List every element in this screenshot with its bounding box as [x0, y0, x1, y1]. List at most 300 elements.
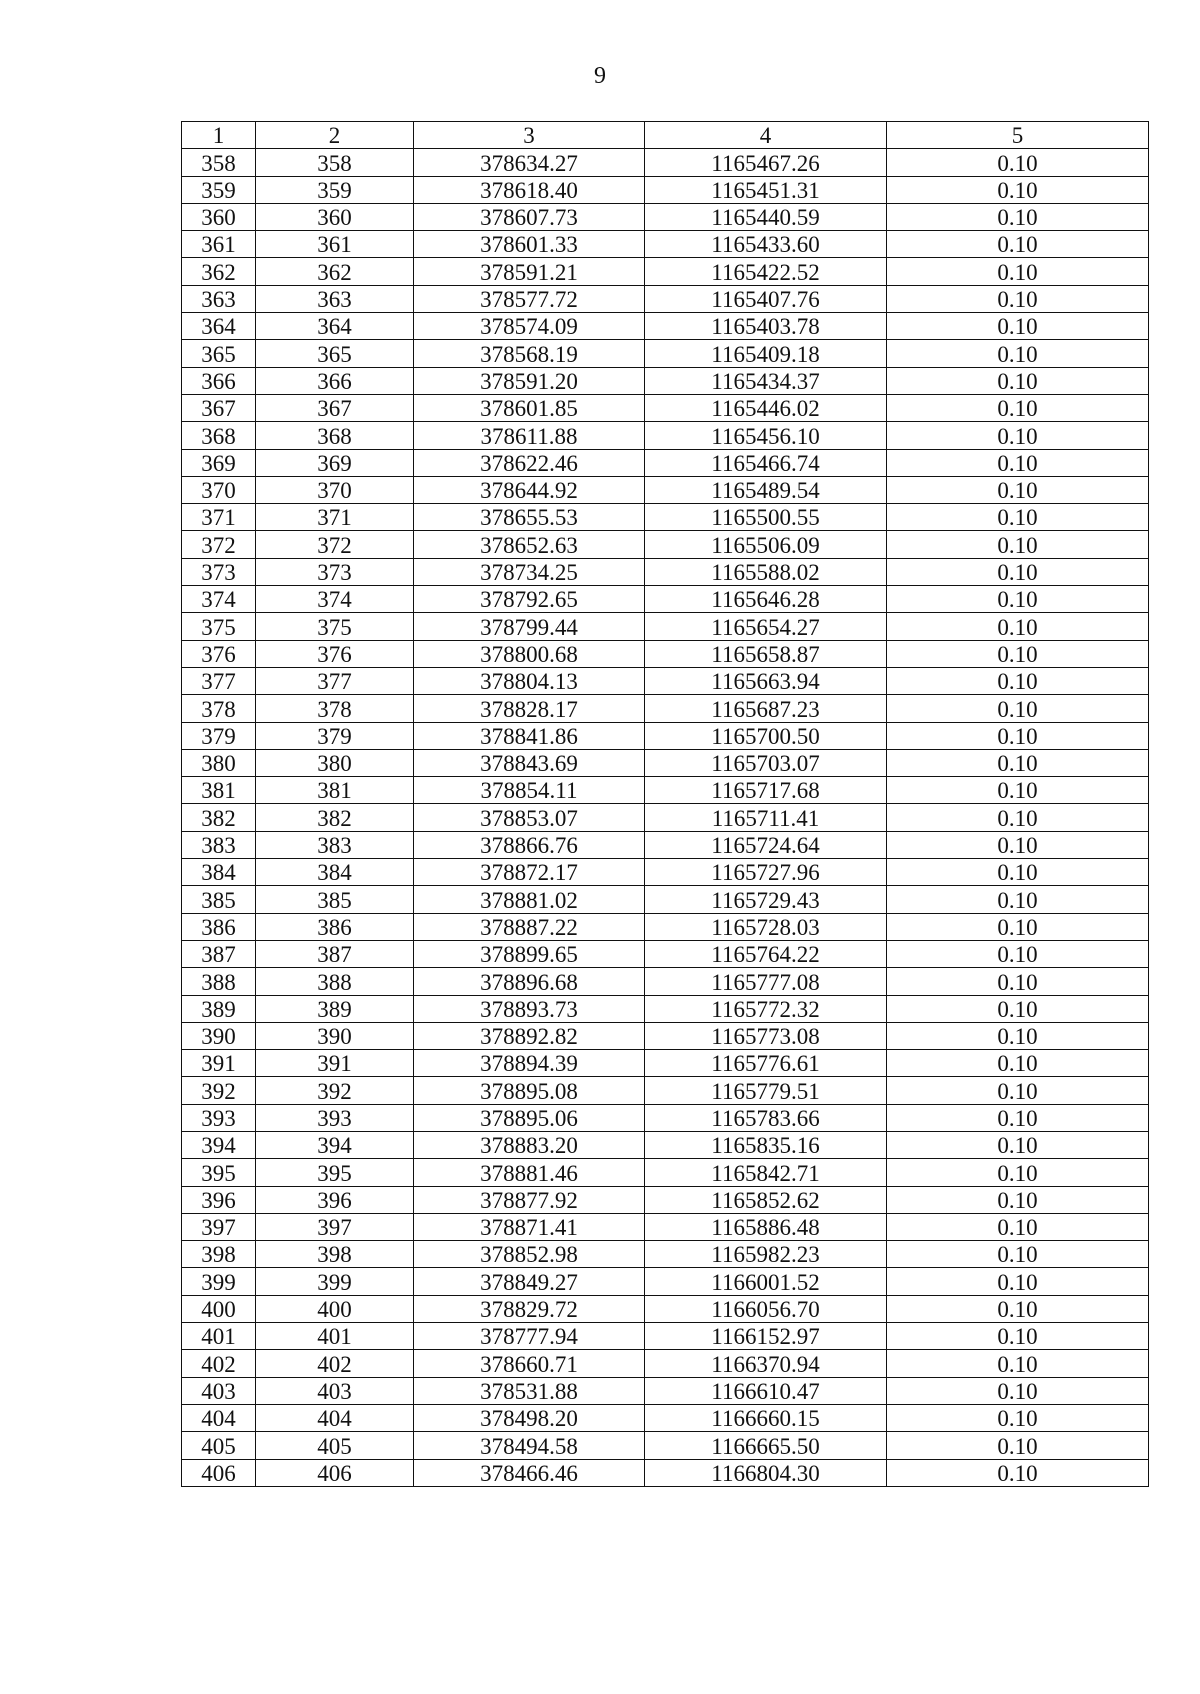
table-cell-col5: 0.10 [887, 1186, 1149, 1213]
table-cell-col5: 0.10 [887, 1213, 1149, 1240]
table-cell-col3: 378854.11 [414, 777, 645, 804]
table-cell-col5: 0.10 [887, 531, 1149, 558]
table-cell-col1: 391 [182, 1050, 256, 1077]
table-cell-col1: 385 [182, 886, 256, 913]
table-cell-col1: 393 [182, 1104, 256, 1131]
table-cell-col1: 389 [182, 995, 256, 1022]
table-row [182, 613, 1149, 640]
table-cell-col3: 378611.88 [414, 422, 645, 449]
table-cell-col5: 0.10 [887, 722, 1149, 749]
table-cell-col3: 378872.17 [414, 859, 645, 886]
table-cell-col2: 406 [256, 1459, 414, 1486]
table-row [182, 995, 1149, 1022]
table-cell-col5: 0.10 [887, 1268, 1149, 1295]
table-cell-col1: 402 [182, 1350, 256, 1377]
table-cell-col1: 364 [182, 313, 256, 340]
table-row [182, 422, 1149, 449]
column-header-5: 5 [887, 122, 1149, 149]
page-number: 9 [594, 63, 606, 89]
table-cell-col5: 0.10 [887, 176, 1149, 203]
table-cell-col2: 366 [256, 367, 414, 394]
table-cell-col3: 378881.02 [414, 886, 645, 913]
table-cell-col3: 378804.13 [414, 667, 645, 694]
table-cell-col4: 1166370.94 [645, 1350, 887, 1377]
table-cell-col4: 1165434.37 [645, 367, 887, 394]
table-cell-col5: 0.10 [887, 586, 1149, 613]
table-row [182, 586, 1149, 613]
table-cell-col4: 1165886.48 [645, 1213, 887, 1240]
table-cell-col4: 1165852.62 [645, 1186, 887, 1213]
table-cell-col4: 1165407.76 [645, 285, 887, 312]
table-cell-col2: 386 [256, 913, 414, 940]
table-cell-col2: 359 [256, 176, 414, 203]
table-cell-col5: 0.10 [887, 804, 1149, 831]
table-cell-col4: 1165658.87 [645, 640, 887, 667]
table-row [182, 722, 1149, 749]
table-cell-col4: 1165764.22 [645, 940, 887, 967]
table-cell-col3: 378622.46 [414, 449, 645, 476]
table-cell-col4: 1166660.15 [645, 1404, 887, 1431]
table-cell-col4: 1165433.60 [645, 231, 887, 258]
table-row [182, 831, 1149, 858]
table-cell-col4: 1165835.16 [645, 1131, 887, 1158]
table-cell-col3: 378866.76 [414, 831, 645, 858]
table-cell-col1: 394 [182, 1131, 256, 1158]
table-cell-col1: 405 [182, 1432, 256, 1459]
table-cell-col1: 400 [182, 1295, 256, 1322]
table-cell-col5: 0.10 [887, 1295, 1149, 1322]
table-cell-col2: 403 [256, 1377, 414, 1404]
table-cell-col5: 0.10 [887, 640, 1149, 667]
table-cell-col5: 0.10 [887, 695, 1149, 722]
table-cell-col1: 359 [182, 176, 256, 203]
table-row [182, 203, 1149, 230]
table-cell-col3: 378887.22 [414, 913, 645, 940]
table-cell-col5: 0.10 [887, 968, 1149, 995]
table-row [182, 285, 1149, 312]
table-cell-col3: 378799.44 [414, 613, 645, 640]
table-cell-col5: 0.10 [887, 285, 1149, 312]
table-cell-col3: 378577.72 [414, 285, 645, 312]
table-cell-col4: 1165776.61 [645, 1050, 887, 1077]
table-cell-col2: 405 [256, 1432, 414, 1459]
table-row [182, 1050, 1149, 1077]
table-cell-col4: 1165779.51 [645, 1077, 887, 1104]
table-cell-col1: 363 [182, 285, 256, 312]
table-cell-col3: 378655.53 [414, 504, 645, 531]
table-cell-col5: 0.10 [887, 367, 1149, 394]
table-cell-col4: 1165446.02 [645, 394, 887, 421]
table-cell-col2: 400 [256, 1295, 414, 1322]
table-cell-col3: 378601.85 [414, 394, 645, 421]
table-cell-col3: 378607.73 [414, 203, 645, 230]
table-cell-col5: 0.10 [887, 667, 1149, 694]
table-cell-col5: 0.10 [887, 203, 1149, 230]
table-cell-col5: 0.10 [887, 859, 1149, 886]
table-cell-col4: 1165687.23 [645, 695, 887, 722]
table-cell-col1: 358 [182, 149, 256, 176]
table-cell-col2: 360 [256, 203, 414, 230]
table-cell-col2: 362 [256, 258, 414, 285]
table-cell-col3: 378895.08 [414, 1077, 645, 1104]
table-cell-col3: 378893.73 [414, 995, 645, 1022]
table-cell-col5: 0.10 [887, 613, 1149, 640]
column-header-2: 2 [256, 122, 414, 149]
table-cell-col4: 1165422.52 [645, 258, 887, 285]
table-cell-col1: 382 [182, 804, 256, 831]
table-body [182, 149, 1149, 1487]
table-row [182, 340, 1149, 367]
table-cell-col4: 1165646.28 [645, 586, 887, 613]
table-cell-col2: 369 [256, 449, 414, 476]
table-cell-col5: 0.10 [887, 558, 1149, 585]
table-cell-col3: 378494.58 [414, 1432, 645, 1459]
table-cell-col1: 365 [182, 340, 256, 367]
table-row [182, 1077, 1149, 1104]
table-cell-col2: 393 [256, 1104, 414, 1131]
table-cell-col3: 378800.68 [414, 640, 645, 667]
table-cell-col3: 378883.20 [414, 1131, 645, 1158]
table-cell-col1: 397 [182, 1213, 256, 1240]
table-cell-col5: 0.10 [887, 340, 1149, 367]
table-cell-col5: 0.10 [887, 313, 1149, 340]
table-row [182, 804, 1149, 831]
table-cell-col3: 378574.09 [414, 313, 645, 340]
table-cell-col2: 370 [256, 476, 414, 503]
table-cell-col1: 383 [182, 831, 256, 858]
table-cell-col3: 378853.07 [414, 804, 645, 831]
table-cell-col1: 367 [182, 394, 256, 421]
table-cell-col4: 1165489.54 [645, 476, 887, 503]
table-row [182, 476, 1149, 503]
table-row [182, 1022, 1149, 1049]
table-row [182, 1241, 1149, 1268]
column-header-4: 4 [645, 122, 887, 149]
column-header-3: 3 [414, 122, 645, 149]
table-cell-col5: 0.10 [887, 1350, 1149, 1377]
table-cell-col2: 367 [256, 394, 414, 421]
table-cell-col4: 1165783.66 [645, 1104, 887, 1131]
table-cell-col1: 361 [182, 231, 256, 258]
table-cell-col2: 389 [256, 995, 414, 1022]
table-row [182, 1404, 1149, 1431]
table-cell-col2: 373 [256, 558, 414, 585]
table-row [182, 531, 1149, 558]
table-cell-col3: 378829.72 [414, 1295, 645, 1322]
table-cell-col3: 378652.63 [414, 531, 645, 558]
table-cell-col2: 361 [256, 231, 414, 258]
table-cell-col4: 1165772.32 [645, 995, 887, 1022]
table-cell-col3: 378895.06 [414, 1104, 645, 1131]
table-cell-col1: 406 [182, 1459, 256, 1486]
table-cell-col2: 387 [256, 940, 414, 967]
table-cell-col1: 401 [182, 1323, 256, 1350]
table-cell-col2: 378 [256, 695, 414, 722]
table-cell-col5: 0.10 [887, 995, 1149, 1022]
table-row [182, 367, 1149, 394]
table-cell-col1: 387 [182, 940, 256, 967]
table-cell-col5: 0.10 [887, 476, 1149, 503]
table-cell-col2: 380 [256, 749, 414, 776]
table-cell-col3: 378852.98 [414, 1241, 645, 1268]
table-cell-col1: 381 [182, 777, 256, 804]
table-cell-col5: 0.10 [887, 913, 1149, 940]
table-cell-col3: 378618.40 [414, 176, 645, 203]
table-cell-col3: 378591.21 [414, 258, 645, 285]
table-cell-col3: 378843.69 [414, 749, 645, 776]
table-cell-col5: 0.10 [887, 1131, 1149, 1158]
table-cell-col4: 1165403.78 [645, 313, 887, 340]
table-cell-col2: 381 [256, 777, 414, 804]
table-cell-col5: 0.10 [887, 777, 1149, 804]
table-cell-col1: 396 [182, 1186, 256, 1213]
table-row [182, 640, 1149, 667]
table-cell-col2: 398 [256, 1241, 414, 1268]
table-cell-col1: 368 [182, 422, 256, 449]
table-cell-col3: 378881.46 [414, 1159, 645, 1186]
table-cell-col4: 1165703.07 [645, 749, 887, 776]
table-cell-col5: 0.10 [887, 258, 1149, 285]
table-cell-col2: 365 [256, 340, 414, 367]
table-cell-col3: 378634.27 [414, 149, 645, 176]
table-cell-col5: 0.10 [887, 1077, 1149, 1104]
table-cell-col5: 0.10 [887, 749, 1149, 776]
table-cell-col2: 374 [256, 586, 414, 613]
table-cell-col2: 388 [256, 968, 414, 995]
table-cell-col2: 401 [256, 1323, 414, 1350]
table-row [182, 176, 1149, 203]
table-cell-col3: 378466.46 [414, 1459, 645, 1486]
table-cell-col2: 372 [256, 531, 414, 558]
table-cell-col1: 395 [182, 1159, 256, 1186]
table-cell-col1: 375 [182, 613, 256, 640]
table-cell-col4: 1165727.96 [645, 859, 887, 886]
table-cell-col2: 394 [256, 1131, 414, 1158]
table-cell-col2: 376 [256, 640, 414, 667]
table-cell-col5: 0.10 [887, 1050, 1149, 1077]
table-row [182, 1268, 1149, 1295]
table-cell-col2: 402 [256, 1350, 414, 1377]
table-cell-col2: 384 [256, 859, 414, 886]
table-cell-col3: 378644.92 [414, 476, 645, 503]
table-row [182, 1213, 1149, 1240]
table-cell-col4: 1165777.08 [645, 968, 887, 995]
table-row [182, 449, 1149, 476]
table-row [182, 558, 1149, 585]
table-cell-col2: 399 [256, 1268, 414, 1295]
table-cell-col5: 0.10 [887, 1104, 1149, 1131]
table-cell-col4: 1165663.94 [645, 667, 887, 694]
table-cell-col2: 363 [256, 285, 414, 312]
table-cell-col1: 398 [182, 1241, 256, 1268]
table-cell-col2: 358 [256, 149, 414, 176]
table-cell-col5: 0.10 [887, 940, 1149, 967]
table-cell-col4: 1165409.18 [645, 340, 887, 367]
table-cell-col1: 386 [182, 913, 256, 940]
table-row [182, 504, 1149, 531]
table-cell-col1: 373 [182, 558, 256, 585]
table-row [182, 695, 1149, 722]
table-cell-col3: 378660.71 [414, 1350, 645, 1377]
table-row [182, 258, 1149, 285]
table-cell-col5: 0.10 [887, 449, 1149, 476]
table-cell-col3: 378531.88 [414, 1377, 645, 1404]
table-cell-col1: 372 [182, 531, 256, 558]
table-row [182, 1350, 1149, 1377]
table-cell-col3: 378877.92 [414, 1186, 645, 1213]
table-cell-col2: 379 [256, 722, 414, 749]
table-cell-col1: 379 [182, 722, 256, 749]
table-cell-col1: 366 [182, 367, 256, 394]
table-cell-col5: 0.10 [887, 1432, 1149, 1459]
table-cell-col4: 1165440.59 [645, 203, 887, 230]
table-row [182, 1432, 1149, 1459]
table-cell-col2: 364 [256, 313, 414, 340]
table-cell-col1: 371 [182, 504, 256, 531]
table-cell-col5: 0.10 [887, 394, 1149, 421]
table-cell-col2: 395 [256, 1159, 414, 1186]
table-cell-col4: 1165588.02 [645, 558, 887, 585]
table-cell-col4: 1166056.70 [645, 1295, 887, 1322]
table-cell-col5: 0.10 [887, 149, 1149, 176]
table-cell-col4: 1165456.10 [645, 422, 887, 449]
table-cell-col2: 383 [256, 831, 414, 858]
table-cell-col2: 371 [256, 504, 414, 531]
table-cell-col5: 0.10 [887, 1241, 1149, 1268]
table-cell-col3: 378734.25 [414, 558, 645, 585]
table-cell-col3: 378894.39 [414, 1050, 645, 1077]
table-cell-col4: 1165728.03 [645, 913, 887, 940]
table-cell-col2: 382 [256, 804, 414, 831]
table-cell-col2: 375 [256, 613, 414, 640]
table-cell-col1: 404 [182, 1404, 256, 1431]
table-cell-col2: 391 [256, 1050, 414, 1077]
table-row [182, 749, 1149, 776]
table-row [182, 313, 1149, 340]
table-cell-col3: 378568.19 [414, 340, 645, 367]
table-cell-col4: 1165467.26 [645, 149, 887, 176]
table-cell-col4: 1165500.55 [645, 504, 887, 531]
table-row [182, 231, 1149, 258]
table-cell-col5: 0.10 [887, 1022, 1149, 1049]
table-row [182, 1104, 1149, 1131]
table-cell-col4: 1165506.09 [645, 531, 887, 558]
table-cell-col2: 377 [256, 667, 414, 694]
table-cell-col1: 370 [182, 476, 256, 503]
table-cell-col1: 376 [182, 640, 256, 667]
table-cell-col3: 378892.82 [414, 1022, 645, 1049]
table-cell-col5: 0.10 [887, 231, 1149, 258]
table-cell-col3: 378498.20 [414, 1404, 645, 1431]
table-row [182, 777, 1149, 804]
table-cell-col3: 378871.41 [414, 1213, 645, 1240]
table-row [182, 913, 1149, 940]
table-cell-col1: 388 [182, 968, 256, 995]
table-cell-col4: 1165773.08 [645, 1022, 887, 1049]
table-cell-col3: 378896.68 [414, 968, 645, 995]
table-cell-col4: 1165842.71 [645, 1159, 887, 1186]
table-row [182, 394, 1149, 421]
table-row [182, 1459, 1149, 1486]
table-cell-col5: 0.10 [887, 831, 1149, 858]
table-cell-col3: 378899.65 [414, 940, 645, 967]
table-cell-col4: 1165451.31 [645, 176, 887, 203]
table-cell-col1: 360 [182, 203, 256, 230]
table-cell-col4: 1166804.30 [645, 1459, 887, 1486]
table-cell-col4: 1165717.68 [645, 777, 887, 804]
table-cell-col1: 384 [182, 859, 256, 886]
table-cell-col1: 392 [182, 1077, 256, 1104]
table-cell-col4: 1165466.74 [645, 449, 887, 476]
table-cell-col1: 378 [182, 695, 256, 722]
table-cell-col1: 369 [182, 449, 256, 476]
table-cell-col1: 380 [182, 749, 256, 776]
table-cell-col4: 1165654.27 [645, 613, 887, 640]
table-row [182, 859, 1149, 886]
table-cell-col2: 397 [256, 1213, 414, 1240]
table-cell-col5: 0.10 [887, 886, 1149, 913]
table-cell-col5: 0.10 [887, 1459, 1149, 1486]
table-cell-col1: 362 [182, 258, 256, 285]
table-cell-col4: 1165700.50 [645, 722, 887, 749]
table-cell-col1: 377 [182, 667, 256, 694]
table-cell-col2: 385 [256, 886, 414, 913]
table-cell-col4: 1165711.41 [645, 804, 887, 831]
table-cell-col1: 374 [182, 586, 256, 613]
table-cell-col4: 1165724.64 [645, 831, 887, 858]
table-cell-col4: 1166665.50 [645, 1432, 887, 1459]
table-cell-col1: 399 [182, 1268, 256, 1295]
table-cell-col3: 378777.94 [414, 1323, 645, 1350]
table-cell-col3: 378841.86 [414, 722, 645, 749]
column-header-1: 1 [182, 122, 256, 149]
table-cell-col5: 0.10 [887, 1323, 1149, 1350]
table-cell-col3: 378828.17 [414, 695, 645, 722]
table-cell-col5: 0.10 [887, 422, 1149, 449]
table-cell-col4: 1165982.23 [645, 1241, 887, 1268]
table-row [182, 1295, 1149, 1322]
table-cell-col4: 1165729.43 [645, 886, 887, 913]
table-row [182, 886, 1149, 913]
table-cell-col5: 0.10 [887, 1377, 1149, 1404]
table-cell-col2: 390 [256, 1022, 414, 1049]
table-cell-col5: 0.10 [887, 504, 1149, 531]
table-cell-col5: 0.10 [887, 1159, 1149, 1186]
table-row [182, 667, 1149, 694]
table-cell-col4: 1166610.47 [645, 1377, 887, 1404]
table-cell-col3: 378849.27 [414, 1268, 645, 1295]
table-cell-col3: 378601.33 [414, 231, 645, 258]
table-cell-col3: 378591.20 [414, 367, 645, 394]
table-row [182, 1323, 1149, 1350]
table-row [182, 940, 1149, 967]
table-row [182, 1159, 1149, 1186]
table-cell-col3: 378792.65 [414, 586, 645, 613]
coordinates-table [181, 121, 1149, 1487]
table-cell-col4: 1166001.52 [645, 1268, 887, 1295]
table-cell-col2: 396 [256, 1186, 414, 1213]
table-row [182, 1131, 1149, 1158]
table-row [182, 149, 1149, 176]
table-row [182, 1186, 1149, 1213]
table-cell-col2: 368 [256, 422, 414, 449]
table-cell-col2: 404 [256, 1404, 414, 1431]
table-cell-col1: 403 [182, 1377, 256, 1404]
table-cell-col1: 390 [182, 1022, 256, 1049]
table-row [182, 1377, 1149, 1404]
table-row [182, 968, 1149, 995]
table-header-row [182, 122, 1149, 149]
